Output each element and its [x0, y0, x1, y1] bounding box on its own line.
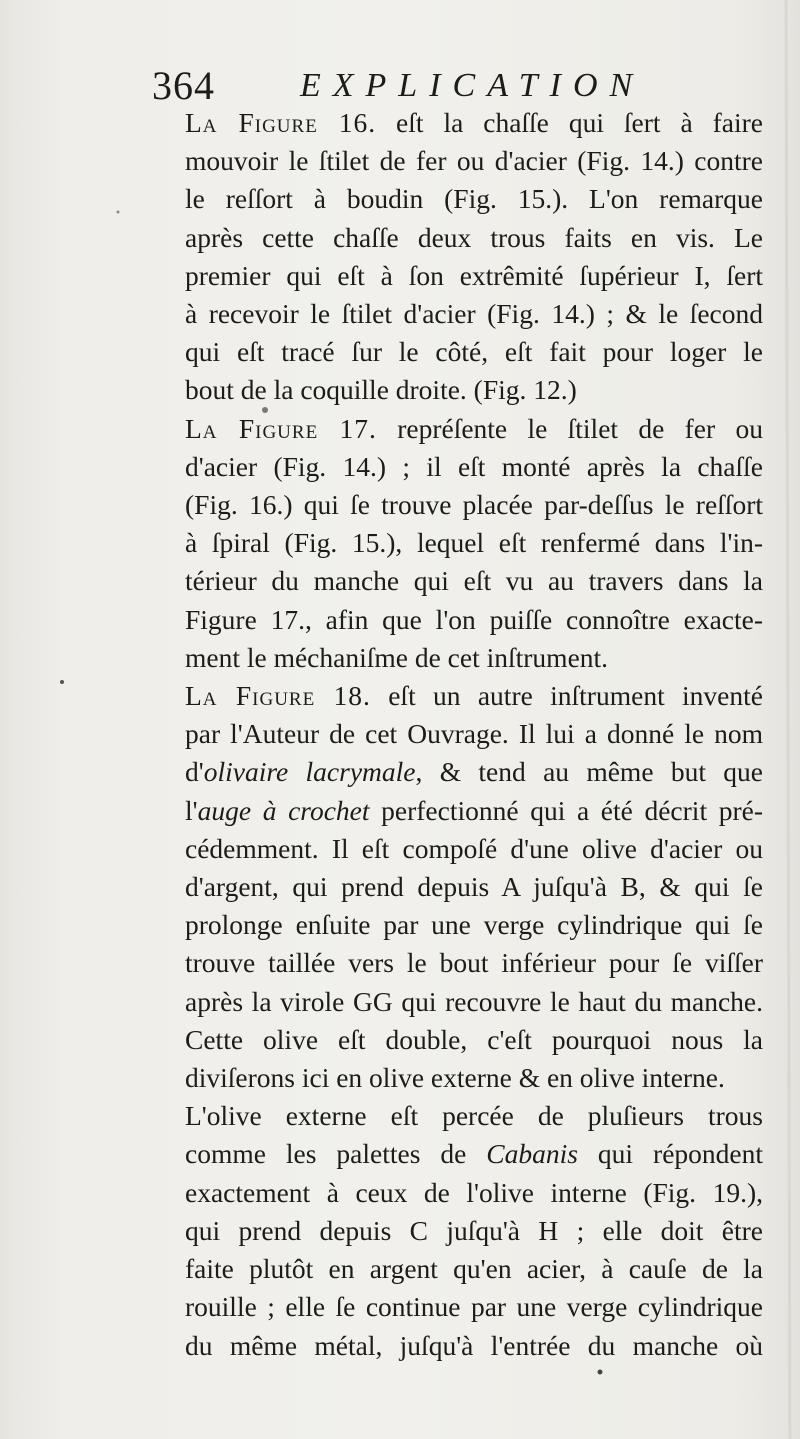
text-line: à recevoir le ſtilet d'acier (Fig. 14.) ; & le ſecond — [185, 298, 763, 330]
text-line: cédemment. Il eſt compoſé d'une olive d'acier ou — [185, 832, 763, 864]
page-number: 364 — [152, 63, 215, 108]
text-line: premier qui eſt à ſon extrêmité ſupérieur I, ſert — [185, 259, 763, 291]
text-line: Cette olive eſt double, c'eſt pourquoi nous la — [185, 1023, 763, 1055]
text-line: du même métal, juſqu'à l'entrée du manche où — [185, 1329, 763, 1361]
text-line: qui prend depuis C juſqu'à H ; elle doit être — [185, 1214, 763, 1246]
text-line: qui eſt tracé ſur le côté, eſt fait pour loger le — [185, 336, 763, 368]
text-line: diviſerons ici en olive externe & en olive interne. — [185, 1062, 725, 1094]
text-line: térieur du manche qui eſt vu au travers dans la — [185, 565, 763, 597]
text-line: bout de la coquille droite. (Fig. 12.) — [185, 374, 577, 406]
text-line: (Fig. 16.) qui ſe trouve placée par-deſſus le reſſort — [185, 489, 763, 521]
text-line: après la virole GG qui recouvre le haut du manche. — [185, 985, 763, 1017]
text-line: Figure 17., afin que l'on puiſſe connoître exacte- — [185, 603, 763, 635]
text-line: exactement à ceux de l'olive interne (Fig. 19.), — [185, 1176, 763, 1208]
figure-reference: La Figure 16. — [185, 107, 377, 138]
text-line: d'olivaire lacrymale, & tend au même but que — [185, 756, 763, 788]
paragraph-figure-17 — [155, 410, 763, 677]
text-line: ment le méchaniſme de cet inſtrument. — [185, 641, 609, 673]
text-line: comme les palettes de Cabanis qui répondent — [185, 1138, 763, 1170]
text-line: prolonge enſuite par une verge cylindrique qui ſe — [185, 909, 763, 941]
italic-term: olivaire lacrymale — [203, 756, 416, 788]
figure-reference: La Figure 17. — [185, 412, 377, 444]
text-line: par l'Auteur de cet Ouvrage. Il lui a donné le nom — [185, 718, 763, 750]
text-line: L'olive externe eſt percée de pluſieurs trous — [185, 1100, 763, 1132]
text-line: La Figure 16. eſt la chaſſe qui ſert à faire — [185, 107, 763, 138]
text-line: l'auge à crochet perfectionné qui a été décrit pré- — [185, 794, 763, 826]
text-line: après cette chaſſe deux trous faits en vis. Le — [185, 221, 763, 253]
text-line: rouille ; elle ſe continue par une verge cylindrique — [185, 1291, 763, 1323]
text-line: le reſſort à boudin (Fig. 15.). L'on remarque — [185, 183, 763, 215]
body-text — [155, 104, 763, 1365]
figure-reference: La Figure 18. — [185, 680, 371, 712]
paragraph-olive-externe — [155, 1097, 763, 1364]
text-line: faite plutôt en argent qu'en acier, à cauſe de la — [185, 1253, 763, 1285]
italic-term: auge à crochet — [197, 794, 370, 826]
paragraph-figure-16 — [155, 104, 763, 410]
italic-term: Cabanis — [486, 1138, 578, 1170]
paragraph-figure-18 — [155, 677, 763, 1097]
text-line: à ſpiral (Fig. 15.), lequel eſt renfermé dans l'in- — [185, 527, 763, 559]
running-title: EXPLICATION — [300, 67, 645, 104]
text-line: trouve taillée vers le bout inférieur pour ſe viſſer — [185, 947, 763, 979]
text-line: d'argent, qui prend depuis A juſqu'à B, & qui ſe — [185, 871, 763, 903]
text-line: La Figure 18. eſt un autre inſtrument inventé — [185, 680, 763, 712]
text-line: d'acier (Fig. 14.) ; il eſt monté après la chaſſe — [185, 450, 763, 482]
text-line: La Figure 17. repréſente le ſtilet de fer ou — [185, 412, 763, 444]
text-line: mouvoir le ſtilet de fer ou d'acier (Fig. 14.) contre — [185, 145, 763, 177]
